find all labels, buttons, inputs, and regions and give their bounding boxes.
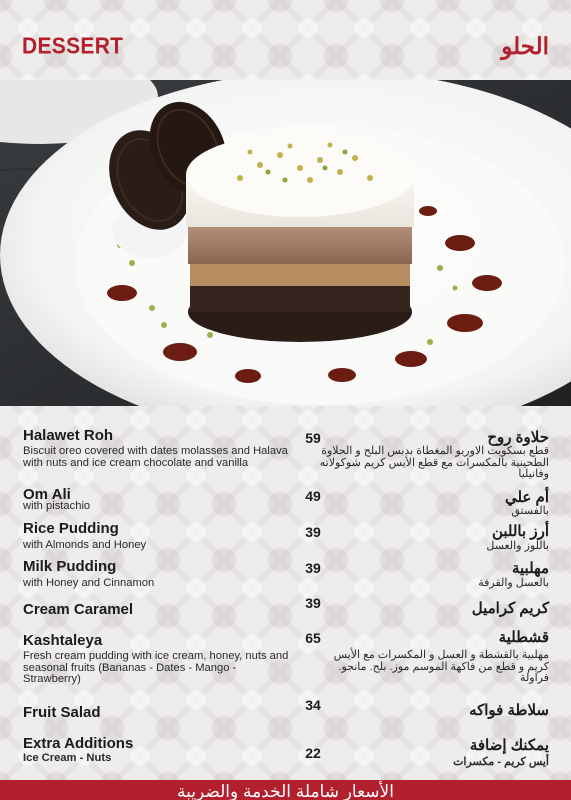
dessert-photo-image	[0, 80, 571, 406]
item-desc-ar: بالفستق	[511, 505, 549, 517]
item-desc-ar: بالعسل والقرفة	[478, 577, 549, 589]
item-price: 49	[305, 488, 321, 504]
item-name-ar: مهلبية	[511, 560, 549, 577]
item-name-en: Milk Pudding	[23, 558, 117, 575]
dessert-photo	[0, 80, 571, 406]
item-desc-ar: باللوز والعسل	[486, 540, 549, 552]
item-desc-en: Biscuit oreo covered with dates molasses and Halava with nuts and ice cream chocolate and vanilla	[23, 445, 288, 469]
item-desc-en: with Almonds and Honey	[23, 539, 147, 551]
item-name-ar: سلاطة فواكه	[469, 702, 549, 719]
price-note-text: الأسعار شاملة الخدمة والضريبة	[177, 782, 394, 800]
page-header	[0, 0, 571, 80]
item-name-ar: أم علي	[504, 489, 549, 506]
item-desc-ar: أيس كريم - مكسرات	[453, 756, 549, 768]
price-note-bar	[0, 780, 571, 800]
section-title-ar: الحلو	[501, 33, 549, 59]
item-desc-ar: مهلبية بالقشطة و العسل و المكسرات مع الأيس كريم و قطع من فاكهة الموسم موز. بلح. مانجو. فراولة	[333, 649, 549, 684]
item-price: 22	[305, 745, 321, 761]
item-name-ar: قشطلية	[498, 629, 549, 646]
item-name-en: Om Ali	[23, 486, 71, 503]
item-name-ar: كريم كراميل	[471, 600, 549, 617]
item-name-ar: يمكنك إضافة	[469, 737, 549, 754]
item-price: 39	[305, 595, 321, 611]
section-title-en: DESSERT	[22, 34, 124, 59]
item-name-ar: أرز باللبن	[491, 523, 549, 540]
item-desc-en: Ice Cream - Nuts	[23, 752, 112, 764]
item-price: 59	[305, 430, 321, 446]
item-price: 34	[305, 697, 321, 713]
item-desc-en: with pistachio	[23, 500, 91, 512]
item-name-en: Rice Pudding	[23, 520, 119, 537]
item-name-en: Fruit Salad	[23, 704, 101, 721]
item-desc-en: Fresh cream pudding with ice cream, honey, nuts and seasonal fruits (Bananas - Dates - Mango - Strawberry)	[23, 650, 289, 685]
item-name-en: Halawet Roh	[23, 427, 114, 444]
item-name-ar: حلاوة روح	[487, 429, 549, 446]
item-name-en: Extra Additions	[23, 735, 134, 752]
item-desc-ar: قطع بسكويت الاوريو المغطاة بدبس البلح و الحلاوة الطحينية بالمكسرات مع قطع الأيس كريم شوكولاته وفانيليا	[319, 445, 549, 480]
item-price: 39	[305, 524, 321, 540]
item-name-en: Kashtaleya	[23, 632, 103, 649]
item-price: 65	[305, 630, 321, 646]
menu-list	[0, 406, 571, 780]
item-name-en: Cream Caramel	[23, 601, 134, 618]
item-desc-en: with Honey and Cinnamon	[23, 577, 155, 589]
item-price: 39	[305, 560, 321, 576]
